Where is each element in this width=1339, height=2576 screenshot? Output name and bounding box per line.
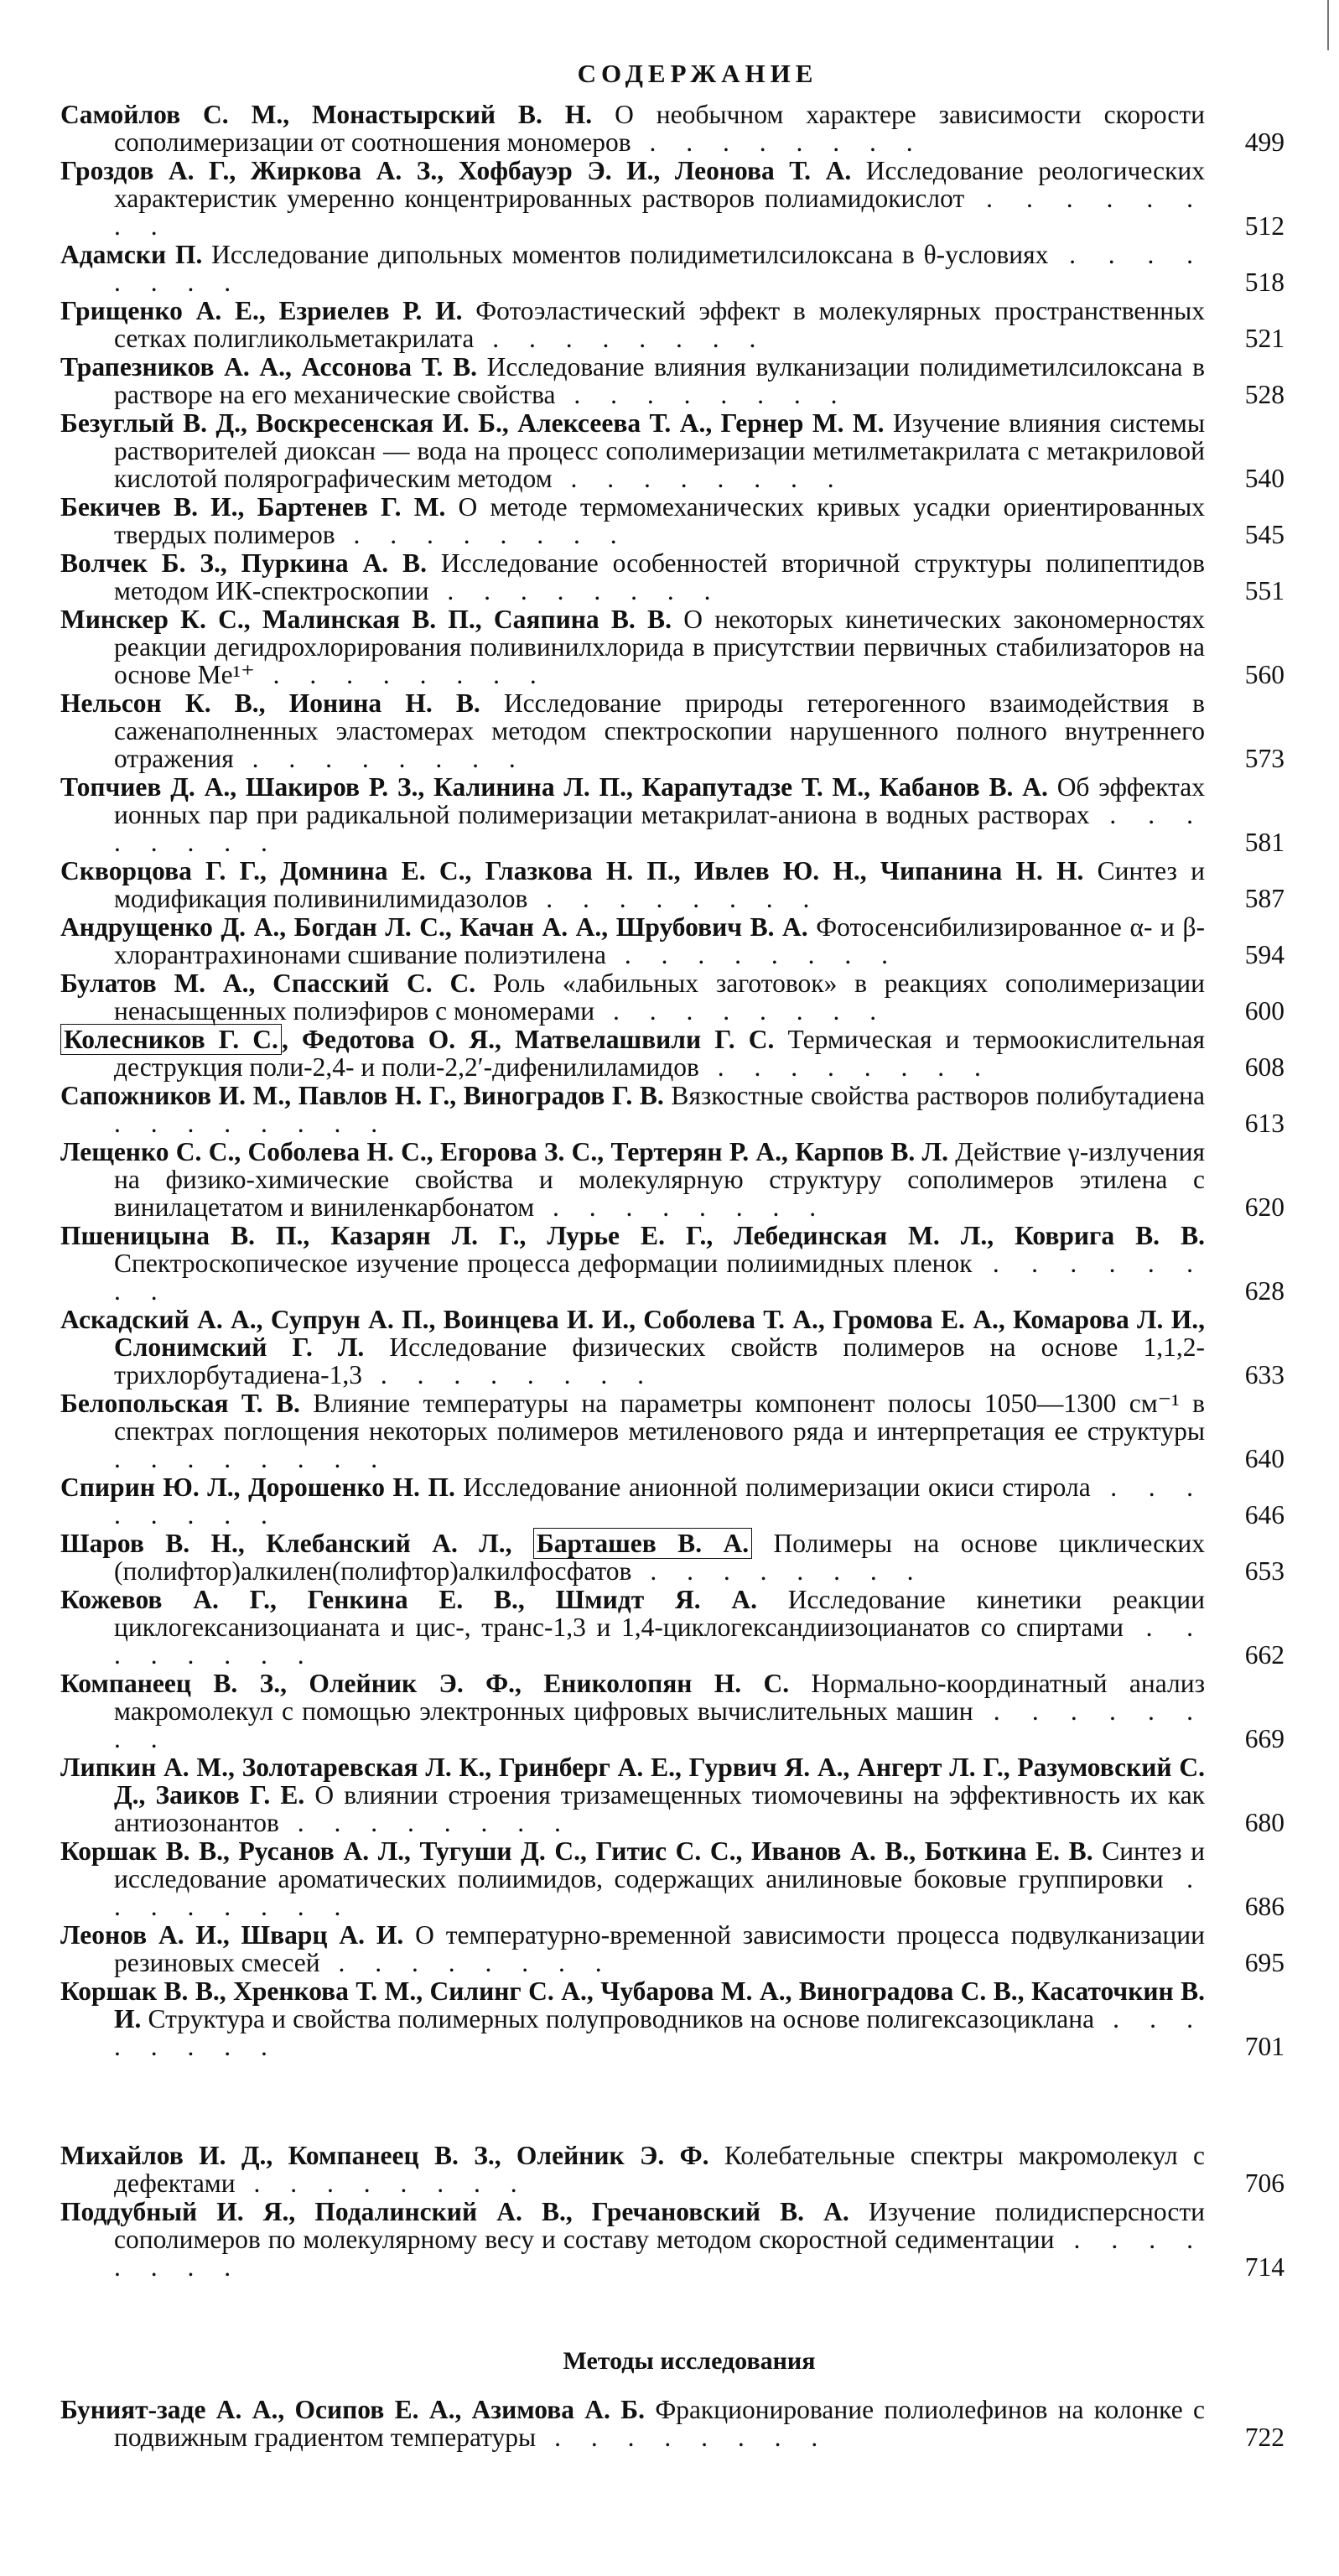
toc-entry-page: 706 [1244, 2168, 1285, 2198]
dot-leader: . . . . . . . . [552, 464, 846, 493]
boxed-author: Колесников Г. С. [60, 1024, 282, 1055]
toc-entry-body [60, 1389, 1205, 1472]
dot-leader: . . . . . . . . [114, 1249, 1206, 1306]
toc-entry-body [60, 1977, 1205, 2060]
dot-leader: . . . . . . . . [536, 2423, 830, 2452]
toc-entry-body [60, 1921, 1205, 1976]
toc-entry-page: 560 [1244, 660, 1285, 689]
toc-entry-authors: , Федотова О. Я., Матвелашвили Г. С. [281, 1025, 775, 1054]
toc-entry-body [60, 409, 1205, 492]
toc-page [60, 59, 1285, 2452]
toc-entry [60, 1837, 1285, 1920]
toc-entry [60, 689, 1285, 772]
toc-entry [60, 297, 1285, 352]
toc-list-methods [60, 2396, 1285, 2451]
dot-leader: . . . . . . . . [114, 2225, 1206, 2282]
toc-entry-page: 646 [1244, 1500, 1285, 1530]
toc-entry-title: О методе термомеханических кривых усадки ориентированных твердых полимеров [114, 492, 1205, 549]
toc-entry-title: Изучение полидисперсности сополимеров по молекулярному весу и составу методом скоростной седиментации [114, 2197, 1205, 2254]
toc-entry-authors: Андрущенко Д. А., Богдан Л. С., Качан А. А., Шрубович В. А. [60, 912, 808, 942]
toc-entry-page: 628 [1244, 1276, 1285, 1306]
toc-entry-authors: Леонов А. И., Шварц А. И. [60, 1920, 404, 1950]
toc-entry-page: 653 [1244, 1556, 1285, 1586]
toc-entry-authors: Аскадский А. А., Супрун А. П., Воинцева И. И., Соболева Т. А., Громова Е. А., Комарова Л. И., Слонимский Г. Л. [60, 1305, 1205, 1362]
dot-leader: . . . . . . . . [555, 380, 849, 409]
dot-leader: . . . . . . . . [254, 660, 548, 689]
toc-entry-title: Изучение влияния системы растворителей диоксан — вода на процесс сополимеризации метилметакрилата с метакриловой кислотой полярографическим методом [114, 408, 1205, 493]
dot-leader: . . . . . . . . [474, 324, 768, 353]
section-title-methods: Методы исследования [563, 2347, 816, 2375]
toc-entry [60, 1977, 1285, 2060]
toc-entry-authors: Адамски П. [60, 240, 203, 269]
toc-entry-page: 633 [1244, 1360, 1285, 1389]
toc-entry-title: Исследование влияния вулканизации полидиметилсилоксана в растворе на его механические свойства [114, 352, 1205, 409]
dot-leader: . . . . . . . . [114, 184, 1205, 241]
toc-entry-title: Термическая и термоокислительная деструкция поли-2,4- и поли-2,2′-дифенилиламидов [114, 1025, 1206, 1082]
toc-entry-page: 686 [1244, 1892, 1285, 1921]
toc-entry-title: Спектроскопическое изучение процесса деформации полиимидных пленок [114, 1249, 973, 1278]
toc-entry-authors: Безуглый В. Д., Воскресенская И. Б., Алексеева Т. А., Гернер М. М. [60, 408, 885, 438]
toc-entry-page: 594 [1244, 940, 1285, 969]
toc-entry-title: Колебательные спектры макромолекул с дефектами [114, 2141, 1205, 2198]
toc-entry-title: О влиянии строения тризамещенных тиомочевины на эффективность их как антиозонантов [114, 1780, 1205, 1837]
dot-leader: . . . . . . . . [319, 1948, 614, 1977]
toc-entry-page: 695 [1244, 1948, 1285, 1977]
toc-entry-title: Исследование особенностей вторичной структуры полипептидов методом ИК-спектроскопии [114, 548, 1206, 605]
toc-entry [60, 409, 1285, 492]
toc-entry-title: Исследование анионной полимеризации окиси стирола [463, 1472, 1091, 1502]
toc-entry-body [60, 1837, 1205, 1920]
dot-leader: . . . . . . . . [114, 2004, 1205, 2061]
dot-leader: . . . . . . . . [631, 1556, 926, 1586]
toc-entry-body [60, 913, 1205, 969]
toc-entry-authors: Топчиев Д. А., Шакиров Р. З., Калинина Л. П., Карапутадзе Т. М., Кабанов В. А. [60, 772, 1048, 802]
toc-entry-title: О необычном характере зависимости скорости сополимеризации от соотношения мономеров [114, 100, 1206, 157]
toc-entry-page: 551 [1244, 576, 1285, 605]
toc-entry-title: Исследование кинетики реакции циклогексанизоцианата и цис-, транс-1,3 и 1,4-циклогександиизоцианатов со спиртами [114, 1585, 1205, 1642]
toc-entry-authors: Бекичев В. И., Бартенев Г. М. [60, 492, 446, 522]
toc-entry [60, 1082, 1285, 1137]
dot-leader: . . . . . . . . [335, 520, 629, 549]
toc-entry [60, 1138, 1285, 1221]
toc-entry-page: 540 [1244, 464, 1285, 493]
toc-entry [60, 605, 1285, 688]
toc-entry [60, 549, 1285, 605]
toc-entry-body [60, 241, 1205, 296]
toc-entry-body [60, 1586, 1205, 1669]
toc-entry-title: Действие γ-излучения на физико-химические свойства и молекулярную структуру сополимеров этилена с винилацетатом и виниленкарбонатом [114, 1137, 1206, 1222]
toc-entry-authors: Скворцова Г. Г., Домнина Е. С., Глазкова Н. П., Ивлев Ю. Н., Чипанина Н. Н. [60, 856, 1084, 886]
dot-leader: . . . . . . . . [534, 1192, 828, 1222]
toc-entry-body [60, 1138, 1205, 1221]
toc-entry-page: 608 [1244, 1052, 1285, 1082]
toc-entry-page: 581 [1244, 828, 1285, 857]
toc-entry-authors: Грищенко А. Е., Езриелев Р. И. [60, 296, 463, 325]
toc-entry-body [60, 857, 1205, 912]
toc-entry-title: Вязкостные свойства растворов полибутадиена [671, 1081, 1206, 1110]
toc-entry [60, 1586, 1285, 1669]
toc-entry-page: 600 [1244, 996, 1285, 1026]
toc-entry-page: 714 [1244, 2252, 1285, 2282]
toc-gap [60, 2061, 1285, 2142]
contents-heading: СОДЕРЖАНИЕ [577, 59, 818, 88]
toc-entry-title: Фракционирование полиолефинов на колонке с подвижным градиентом температуры [114, 2395, 1205, 2452]
toc-entry-authors: Лещенко С. С., Соболева Н. С., Егорова З. С., Тертерян Р. А., Карпов В. Л. [60, 1137, 948, 1166]
toc-entry-page: 701 [1244, 2032, 1285, 2061]
toc-entry-page: 662 [1244, 1640, 1285, 1670]
dot-leader: . . . . . . . . [594, 996, 889, 1026]
toc-entry-authors: Коршак В. В., Русанов А. Л., Тугуши Д. С., Гитис С. С., Иванов А. В., Боткина Е. В. [60, 1836, 1093, 1866]
dot-leader: . . . . . . . . [114, 1444, 390, 1473]
toc-entry [60, 1921, 1285, 1976]
toc-entry-title: Исследование дипольных моментов полидиметилсилоксана в θ-условиях [211, 240, 1049, 269]
toc-entry-body [60, 1026, 1205, 1081]
toc-entry-authors: Спирин Ю. Л., Дорошенко Н. П. [60, 1472, 455, 1502]
toc-entry [60, 1306, 1285, 1389]
dot-leader: . . . . . . . . [278, 1808, 573, 1837]
toc-entry-page: 640 [1244, 1444, 1285, 1473]
dot-leader: . . . . . . . . [114, 1472, 1205, 1530]
toc-entry [60, 2396, 1285, 2451]
toc-entry-authors: Шаров В. Н., Клебанский А. Л., [60, 1529, 512, 1558]
toc-entry-page: 620 [1244, 1192, 1285, 1222]
toc-entry [60, 1222, 1285, 1305]
toc-entry-authors: Белопольская Т. В. [60, 1389, 300, 1418]
toc-entry [60, 2142, 1285, 2197]
toc-entry-title: Влияние температуры на параметры компонент полосы 1050—1300 см⁻¹ в спектрах поглощения некоторых полимеров метиленового ряда и интерпретация ее структуры [114, 1389, 1205, 1446]
toc-list-secondary [60, 2142, 1285, 2281]
toc-entry-body [60, 2142, 1205, 2197]
toc-entry-page: 680 [1244, 1808, 1285, 1837]
toc-entry [60, 969, 1285, 1025]
toc-entry-authors: Коршак В. В., Хренкова Т. М., Силинг С. А., Чубарова М. А., Виноградова С. В., Касаточкин В. И. [60, 1976, 1205, 2033]
toc-entry-authors: Булатов М. А., Спасский С. С. [60, 969, 476, 998]
toc-entry-authors: Пшеницына В. П., Казарян Л. Г., Лурье Е. Г., Лебединская М. Л., Коврига В. В. [60, 1221, 1205, 1250]
toc-entry-title: Полимеры на основе циклических (полифтор)алкилен(полифтор)алкилфосфатов [114, 1529, 1205, 1586]
toc-entry-title: Фотосенсибилизированное α- и β-хлорантрахинонами сшивание полиэтилена [114, 912, 1205, 969]
toc-entry-page: 613 [1244, 1109, 1285, 1138]
toc-entry-page: 669 [1244, 1724, 1285, 1753]
toc-entry-body [60, 969, 1205, 1025]
dot-leader: . . . . . . . . [114, 1696, 1205, 1753]
toc-entry-authors: Трапезников А. А., Ассонова Т. В. [60, 352, 477, 382]
toc-entry [60, 157, 1285, 240]
toc-entry [60, 1753, 1285, 1836]
toc-entry [60, 2198, 1285, 2281]
toc-entry-authors: Липкин А. М., Золотаревская Л. К., Гринберг А. Е., Гурвич Я. А., Ангерт Л. Г., Разумовский С. Д., Заиков Г. Е. [60, 1753, 1205, 1810]
toc-entry-authors: Волчек Б. З., Пуркина А. В. [60, 548, 427, 578]
toc-entry [60, 773, 1285, 856]
dot-leader: . . . . . . . . [527, 884, 822, 913]
dot-leader: . . . . . . . . [428, 576, 723, 605]
toc-entry-body [60, 1222, 1205, 1305]
toc-entry-body [60, 689, 1205, 772]
toc-entry-body [60, 1670, 1205, 1753]
dot-leader: . . . . . . . . [233, 744, 527, 773]
dot-leader: . . . . . . . . [114, 1109, 390, 1138]
toc-entry-body [60, 353, 1205, 408]
boxed-author: Барташев В. А. [533, 1528, 752, 1559]
toc-entry-authors: Нельсон К. В., Ионина Н. В. [60, 688, 480, 718]
toc-entry-page: 518 [1244, 267, 1285, 297]
toc-entry [60, 493, 1285, 548]
toc-entry-page: 512 [1244, 211, 1285, 241]
toc-entry-authors: Буният-заде А. А., Осипов Е. А., Азимова А. Б. [60, 2395, 645, 2424]
toc-entry-authors: Самойлов С. М., Монастырский В. Н. [60, 100, 593, 129]
toc-entry-body [60, 157, 1205, 240]
toc-entry-body [60, 493, 1205, 548]
toc-entry-body [60, 1753, 1205, 1836]
toc-entry [60, 1389, 1285, 1472]
dot-leader: . . . . . . . . [605, 940, 900, 969]
toc-entry-authors: Минскер К. С., Малинская В. П., Саяпина В. В. [60, 605, 672, 634]
toc-entry-authors: Кожевов А. Г., Генкина Е. В., Шмидт Я. А. [60, 1585, 757, 1614]
toc-list [60, 101, 1285, 2060]
toc-entry-authors: Поддубный И. Я., Подалинский А. В., Гречановский В. А. [60, 2197, 849, 2226]
toc-entry [60, 1670, 1285, 1753]
toc-entry-title: Исследование физических свойств полимеров на основе 1,1,2-трихлорбутадиена-1,3 [114, 1332, 1205, 1389]
dot-leader: . . . . . . . . [235, 2168, 529, 2198]
toc-entry-page: 722 [1244, 2423, 1285, 2452]
toc-entry-body [60, 1473, 1205, 1529]
toc-entry-title: О некоторых кинетических закономерностях реакции дегидрохлорирования поливинилхлорида в присутствии первичных стабилизаторов на основе Me¹⁺ [114, 605, 1206, 689]
toc-entry-title: Исследование реологических характеристик умеренно концентрированных растворов полиамидокислот [114, 156, 1206, 213]
toc-entry-title: Синтез и исследование ароматических полиимидов, содержащих анилиновые боковые группировки [114, 1836, 1206, 1893]
toc-gap-2 [60, 2282, 1285, 2347]
toc-entry-body [60, 1530, 1205, 1585]
toc-entry [60, 241, 1285, 296]
toc-entry-title: Структура и свойства полимерных полупроводников на основе полигексазоциклана [148, 2004, 1095, 2033]
page-edge-mark [1327, 0, 1329, 50]
toc-entry-page: 587 [1244, 884, 1285, 913]
dot-leader: . . . . . . . . [114, 1613, 1206, 1670]
toc-entry-authors: Гроздов А. Г., Жиркова А. З., Хофбауэр Э. И., Леонова Т. А. [60, 156, 852, 185]
dot-leader: . . . . . . . . [114, 1864, 1205, 1921]
toc-entry-page: 573 [1244, 744, 1285, 773]
toc-entry-body [60, 1306, 1205, 1389]
toc-entry-authors: Михайлов И. Д., Компанеец В. З., Олейник Э. Ф. [60, 2141, 709, 2170]
toc-entry-page: 521 [1244, 324, 1285, 353]
toc-entry-body [60, 297, 1205, 352]
toc-entry-title: Синтез и модификация поливинилимидазолов [114, 856, 1205, 913]
toc-entry-body [60, 605, 1205, 688]
toc-entry [60, 857, 1285, 912]
dot-leader: . . . . . . . . [698, 1052, 993, 1082]
toc-entry [60, 1530, 1285, 1585]
toc-entry-body [60, 549, 1205, 605]
toc-entry-body [60, 2198, 1205, 2281]
toc-entry [60, 101, 1285, 156]
toc-entry-body [60, 2396, 1205, 2451]
toc-entry [60, 1473, 1285, 1529]
dot-leader: . . . . . . . . [114, 800, 1205, 857]
toc-entry-page: 545 [1244, 520, 1285, 549]
toc-entry-page: 528 [1244, 380, 1285, 409]
toc-entry-page: 499 [1244, 127, 1285, 157]
toc-entry-title: Нормально-координатный анализ макромолекул с помощью электронных цифровых вычислительных машин [114, 1669, 1206, 1726]
dot-leader: . . . . . . . . [114, 240, 1206, 297]
toc-entry-title: Об эффектах ионных пар при радикальной полимеризации метакрилат-аниона в водных растворах [114, 772, 1206, 829]
toc-entry-body [60, 101, 1205, 156]
toc-entry-body [60, 773, 1205, 856]
toc-entry-authors: Сапожников И. М., Павлов Н. Г., Виноградов Г. В. [60, 1081, 664, 1110]
toc-entry-title: Роль «лабильных заготовок» в реакциях сополимеризации ненасыщенных полиэфиров с мономерами [114, 969, 1205, 1026]
dot-leader: . . . . . . . . [362, 1360, 657, 1389]
toc-entry-body [60, 1082, 1205, 1137]
toc-entry [60, 1026, 1285, 1081]
toc-entry-authors: Компанеец В. З., Олейник Э. Ф., Ениколопян Н. С. [60, 1669, 790, 1698]
toc-entry [60, 353, 1285, 408]
toc-entry-title: Исследование природы гетерогенного взаимодействия в саженаполненных эластомерах методом спектроскопии нарушенного полного внутреннего отражения [114, 688, 1205, 773]
toc-entry-title: Фотоэластический эффект в молекулярных пространственных сетках полигликольметакрилата [114, 296, 1205, 353]
toc-entry [60, 913, 1285, 969]
toc-entry-title: О температурно-временной зависимости процесса подвулканизации резиновых смесей [114, 1920, 1206, 1977]
dot-leader: . . . . . . . . [631, 127, 925, 157]
